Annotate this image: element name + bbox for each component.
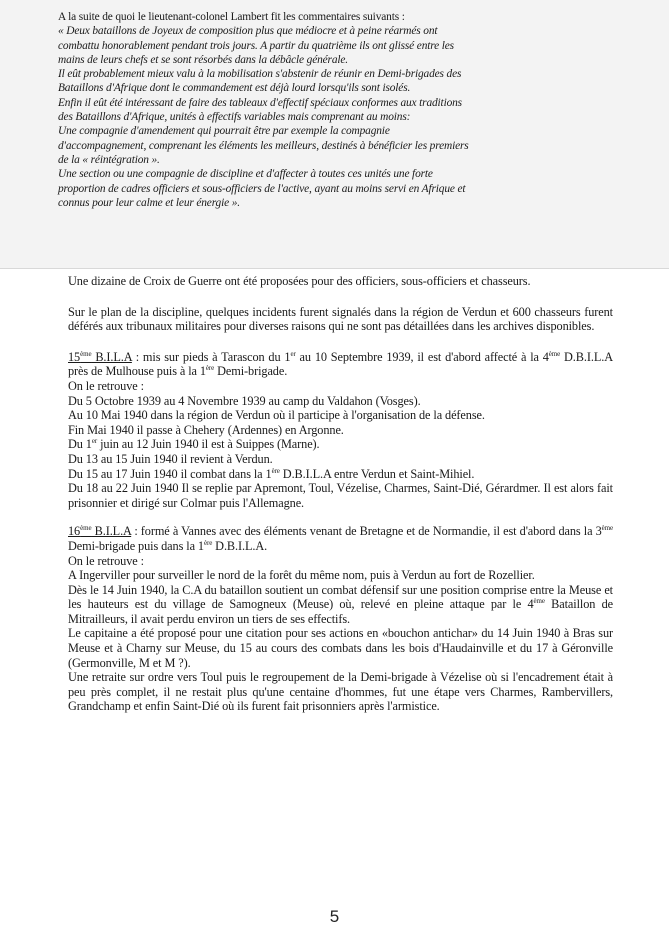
quote-line: « Deux bataillons de Joyeux de composition plus que médiocre et à peine réarmés ont	[58, 25, 438, 38]
quote-line: de la « réintégration ».	[58, 153, 160, 166]
quote-line: connus pour leur calme et leur énergie ».	[58, 196, 240, 209]
section-16-heading: 16ème B.I.L.A	[68, 524, 132, 539]
page-number: 5	[329, 907, 340, 926]
section-15-heading: 15ème B.I.L.A	[68, 349, 132, 364]
quote-line: d'accompagnement, comprenant les éléments les meilleurs, destinés à bénéficier les premiers	[58, 139, 469, 152]
on-le-retrouve-label: On le retrouve :	[68, 553, 144, 568]
timeline-entry: Le capitaine a été proposé pour une citation pour ses actions en «bouchon antichar» du 14 Juin 1940 à Bras sur Meuse et à Charny sur Meuse, du 15 au cours des combats dans les bois d'Haudainville et du 17 à Géronville (Germonville, M et M ?).	[68, 626, 613, 670]
quote-line: Il eût probablement mieux valu à la mobilisation s'abstenir de réunir en Demi-brigades des	[58, 68, 462, 81]
quote-line: Bataillons d'Afrique dont le commandement est déjà lourd lorsqu'ils sont isolés.	[58, 82, 411, 95]
quote-line: Une section ou une compagnie de discipline et d'affecter à toutes ces unités une forte	[58, 168, 433, 181]
paragraph-croix-de-guerre: Une dizaine de Croix de Guerre ont été proposées pour des officiers, sous-officiers et chasseurs.	[68, 274, 531, 288]
quote-intro: A la suite de quoi le lieutenant-colonel Lambert fit les commentaires suivants :	[58, 11, 405, 23]
section-16-intro: 16ème B.I.L.A : formé à Vannes avec des éléments venant de Bretagne et de Normandie, il est d'abord dans la 3ème Demi-brigade puis dans la 1ère D.B.I.L.A.	[68, 524, 613, 553]
quote-line: proportion de cadres officiers et sous-officiers de l'active, ayant au moins servi en Afrique et	[58, 182, 466, 195]
section-15-bila	[68, 350, 613, 511]
quoted-commentary-block	[0, 0, 669, 269]
quote-line: combattu honorablement pendant trois jours. A partir du quatrième ils ont glissé entre les	[58, 39, 454, 52]
timeline-entry: Au 10 Mai 1940 dans la région de Verdun où il participe à l'organisation de la défense.	[68, 408, 485, 423]
timeline-entry: Fin Mai 1940 il passe à Chehery (Ardennes) en Argonne.	[68, 422, 344, 437]
document-body	[68, 274, 613, 714]
quote-line: des Bataillons d'Afrique, unités à effectifs variables mais comprenant au moins:	[58, 111, 411, 124]
quote-line: mains de leurs chefs et se sont résorbés dans la débâcle générale.	[58, 53, 349, 66]
timeline-entry: Du 1er juin au 12 Juin 1940 il est à Suippes (Marne).	[68, 437, 320, 452]
section-16-bila	[68, 524, 613, 714]
timeline-entry: A Ingerviller pour surveiller le nord de la forêt du même nom, puis à Verdun au fort de Rozellier.	[68, 568, 535, 583]
quote-line: Enfin il eût été intéressant de faire des tableaux d'effectif spéciaux conformes aux traditions	[58, 96, 462, 109]
paragraph-discipline: Sur le plan de la discipline, quelques incidents furent signalés dans la région de Verdun et 600 chasseurs furent déférés aux tribunaux militaires pour diverses raisons qui ne sont pas détaillées dans les archives disponibles.	[68, 304, 613, 334]
timeline-entry: Du 18 au 22 Juin 1940 Il se replie par Apremont, Toul, Vézelise, Charmes, Saint-Dié, Gérardmer. Il est alors fait prisonnier et dirigé sur Colmar puis l'Allemagne.	[68, 481, 613, 510]
section-15-intro: 15ème B.I.L.A : mis sur pieds à Tarascon du 1er au 10 Septembre 1939, il est d'abord affecté à la 4ème D.B.I.L.A près de Mulhouse puis à la 1ère Demi-brigade.	[68, 349, 613, 379]
timeline-entry: Du 13 au 15 Juin 1940 il revient à Verdun.	[68, 451, 273, 466]
timeline-entry: Du 15 au 17 Juin 1940 il combat dans la 1ère D.B.I.L.A entre Verdun et Saint-Mihiel.	[68, 466, 475, 481]
timeline-entry: Du 5 Octobre 1939 au 4 Novembre 1939 au camp du Valdahon (Vosges).	[68, 393, 421, 408]
timeline-entry: Une retraite sur ordre vers Toul puis le regroupement de la Demi-brigade à Vézelise où si l'encadrement était à peu près complet, il ne restait plus qu'une centaine d'hommes, fut une étape vers Charmes, Rambervillers, Grandchamp et enfin Saint-Dié où ils furent fait prisonniers après l'armistice.	[68, 670, 613, 714]
quote-line: Une compagnie d'amendement qui pourrait être par exemple la compagnie	[58, 125, 390, 138]
timeline-entry: Dès le 14 Juin 1940, la C.A du bataillon soutient un combat défensif sur une position comprise entre la Meuse et les hauteurs est du village de Samogneux (Meuse) où, relevé en pleine attaque par le 4ème Bataillon de Mitrailleurs, il avait perdu environ un tiers de ses effectifs.	[68, 582, 613, 626]
on-le-retrouve-label: On le retrouve :	[68, 378, 144, 393]
